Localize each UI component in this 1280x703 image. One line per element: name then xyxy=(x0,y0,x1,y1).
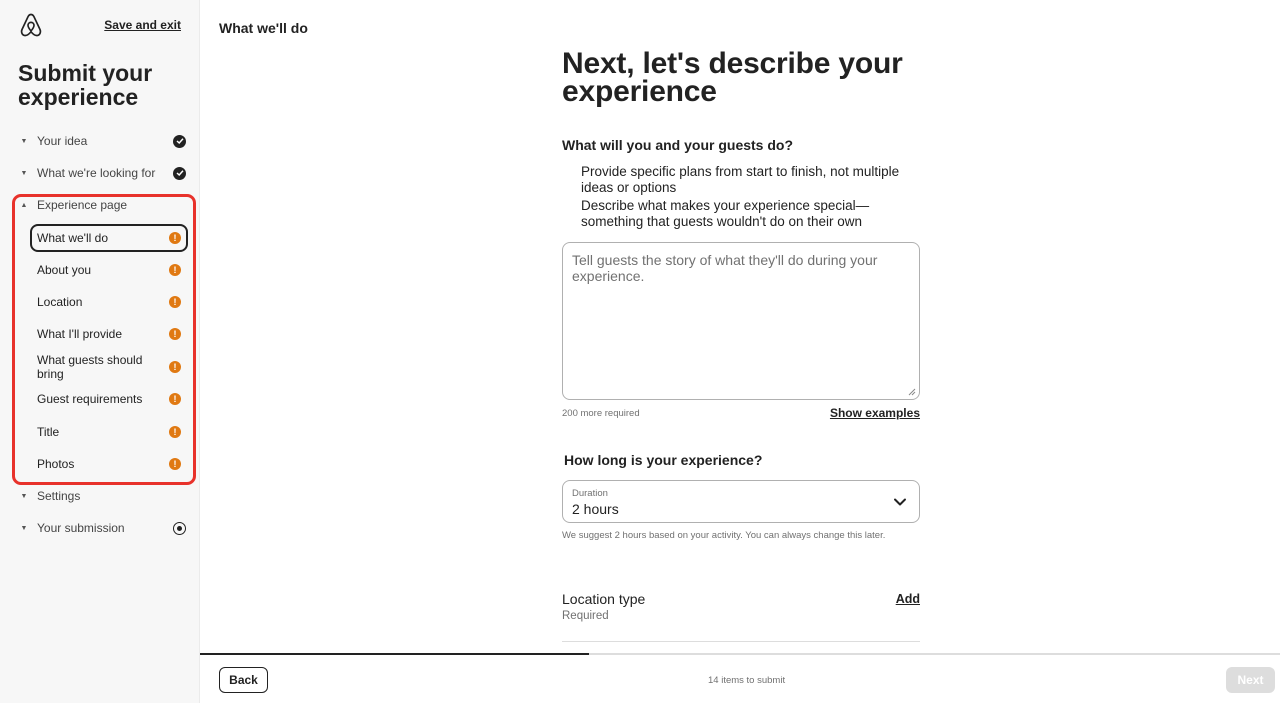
next-button[interactable]: Next xyxy=(1226,667,1275,693)
sidebar-subitem-label: About you xyxy=(37,263,92,277)
sidebar-item-label: What we're looking for xyxy=(37,166,156,180)
warning-icon: ! xyxy=(169,232,181,244)
page-title: What we'll do xyxy=(219,20,308,36)
question-what-will-you-do: What will you and your guests do? xyxy=(562,137,794,153)
check-circle-icon xyxy=(173,167,186,180)
location-type-label: Location type xyxy=(562,591,646,607)
caret-down-icon: ▼ xyxy=(20,137,28,145)
sidebar-title: Submit your experience xyxy=(18,60,153,110)
warning-icon: ! xyxy=(169,458,181,470)
items-to-submit: 14 items to submit xyxy=(708,675,786,686)
sidebar-subitem-title[interactable] xyxy=(30,418,188,446)
sidebar-subitem-label: What I'll provide xyxy=(37,327,122,341)
guidance-bullets xyxy=(581,164,921,230)
lock-icon xyxy=(173,522,186,535)
back-button[interactable]: Back xyxy=(219,667,268,693)
footer-bar xyxy=(200,653,1280,703)
warning-icon: ! xyxy=(169,296,181,308)
sidebar-subitem-label: Title xyxy=(37,425,60,439)
progress-bar-fill xyxy=(200,653,589,655)
warning-icon: ! xyxy=(169,328,181,340)
sidebar-subitem-label: What we'll do xyxy=(37,231,108,245)
save-and-exit-link[interactable]: Save and exit xyxy=(104,18,181,32)
sidebar-subitem-label: Guest requirements xyxy=(37,392,143,406)
divider xyxy=(562,641,920,642)
sidebar-subitem-about-you[interactable] xyxy=(30,256,188,284)
show-examples-link[interactable]: Show examples xyxy=(829,406,920,420)
progress-bar xyxy=(200,653,1280,655)
location-required-text: Required xyxy=(562,610,609,622)
sidebar-subitem-label: What guests should bring xyxy=(37,353,143,381)
sidebar-subitem-what-guests-should-bring[interactable] xyxy=(30,353,188,381)
sidebar-item-your-submission[interactable] xyxy=(18,515,186,541)
sidebar-subitem-photos[interactable] xyxy=(30,450,188,478)
sidebar-item-experience-page[interactable] xyxy=(18,192,186,218)
airbnb-logo-icon[interactable] xyxy=(19,12,43,38)
sidebar-item-label: Experience page xyxy=(37,198,128,212)
sidebar-subitem-location[interactable] xyxy=(30,288,188,316)
sidebar xyxy=(0,0,200,703)
resize-grip-icon[interactable] xyxy=(908,388,916,396)
location-add-link[interactable]: Add xyxy=(895,592,920,606)
sidebar-subitem-what-well-do[interactable] xyxy=(30,224,188,252)
warning-icon: ! xyxy=(169,426,181,438)
sidebar-subitem-label: Photos xyxy=(37,457,75,471)
caret-down-icon: ▼ xyxy=(20,524,28,532)
warning-icon: ! xyxy=(169,361,181,373)
sidebar-item-settings[interactable] xyxy=(18,483,186,509)
question-duration: How long is your experience? xyxy=(564,452,763,468)
sidebar-subitem-what-ill-provide[interactable] xyxy=(30,320,188,348)
sidebar-item-label: Settings xyxy=(37,489,81,503)
sidebar-item-what-were-looking-for[interactable] xyxy=(18,160,186,186)
description-textarea[interactable] xyxy=(562,242,920,400)
sidebar-subitem-guest-requirements[interactable] xyxy=(30,385,188,413)
check-circle-icon xyxy=(173,135,186,148)
sidebar-item-label: Your submission xyxy=(37,521,125,535)
duration-suggestion: We suggest 2 hours based on your activity. You can always change this later. xyxy=(562,530,886,541)
guidance-bullet: Provide specific plans from start to finish, not multiple ideas or options xyxy=(581,164,900,195)
sidebar-item-your-idea[interactable] xyxy=(18,128,186,154)
caret-up-icon: ▲ xyxy=(20,201,28,209)
duration-value: 2 hours xyxy=(572,501,619,517)
sidebar-item-label: Your idea xyxy=(37,134,88,148)
warning-icon: ! xyxy=(169,264,181,276)
caret-down-icon: ▼ xyxy=(20,169,28,177)
chevron-down-icon xyxy=(893,495,907,509)
section-heading: Next, let's describe your experience xyxy=(562,47,903,108)
caret-down-icon: ▼ xyxy=(20,492,28,500)
guidance-bullet: Describe what makes your experience special—something that guests wouldn't do on their own xyxy=(581,198,870,229)
sidebar-subitem-label: Location xyxy=(37,295,83,309)
required-count: 200 more required xyxy=(562,408,640,419)
duration-label: Duration xyxy=(572,488,608,499)
duration-select[interactable] xyxy=(562,480,920,523)
warning-icon: ! xyxy=(169,393,181,405)
